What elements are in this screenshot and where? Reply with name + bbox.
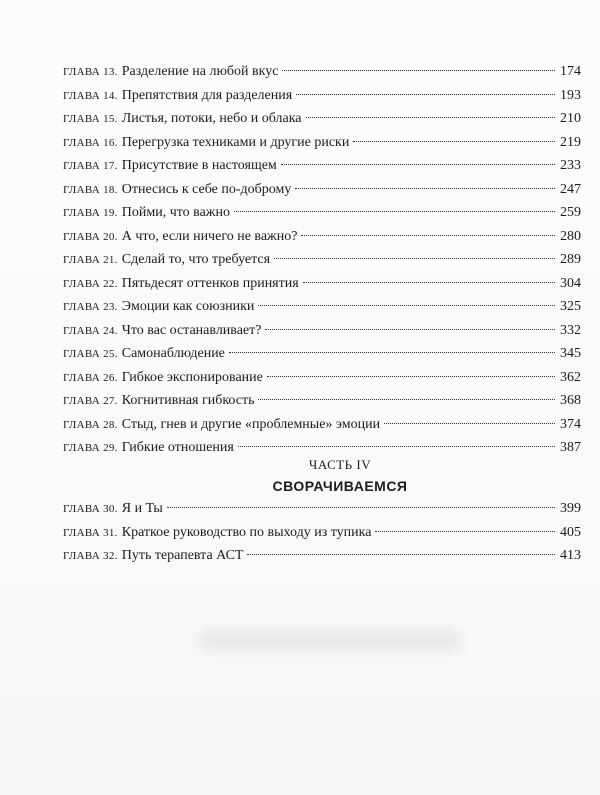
page-number: 374 [560, 416, 581, 432]
dot-leader [282, 70, 555, 71]
page-number: 304 [560, 275, 581, 291]
page-number: 259 [560, 205, 581, 220]
chapter-number: ГЛАВА 14. [63, 89, 118, 102]
page-number: 368 [560, 393, 581, 408]
toc-entry [63, 154, 581, 178]
dot-leader [296, 94, 555, 95]
toc-entry [63, 201, 581, 225]
dot-leader [267, 376, 555, 377]
chapter-number: ГЛАВА 13. [63, 66, 118, 78]
chapter-title: Самонаблюдение [121, 346, 225, 361]
toc-entry [63, 521, 581, 545]
chapter-number: ГЛАВА 20. [63, 230, 118, 243]
chapter-title: Когнитивная гибкость [121, 393, 255, 408]
toc-entry [63, 107, 581, 131]
toc-entry [63, 544, 581, 568]
toc-list-part-4 [63, 497, 581, 568]
dot-leader [301, 235, 555, 236]
chapter-title: А что, если ничего не важно? [121, 228, 298, 244]
dot-leader [281, 164, 555, 165]
chapter-title: Эмоции как союзники [121, 299, 255, 314]
page-number: 387 [560, 440, 581, 455]
toc-entry [63, 389, 581, 413]
chapter-title: Присутствие в настоящем [121, 158, 277, 173]
toc-entry [63, 178, 581, 202]
chapter-title: Что вас останавливает? [121, 322, 262, 338]
chapter-number: ГЛАВА 17. [63, 160, 118, 172]
dot-leader [274, 258, 555, 259]
chapter-title: Пятьдесят оттенков принятия [121, 275, 299, 291]
page-number: 325 [560, 299, 581, 314]
page-number: 174 [560, 64, 581, 79]
chapter-title: Отнесись к себе по-доброму [121, 181, 292, 197]
chapter-number: ГЛАВА 30. [63, 503, 118, 515]
dot-leader [167, 507, 555, 508]
chapter-number: ГЛАВА 22. [63, 277, 118, 290]
chapter-title: Гибкое экспонирование [121, 369, 263, 385]
toc-list-part-3 [63, 60, 581, 460]
chapter-title: Препятствия для разделения [121, 87, 293, 103]
toc-entry [63, 248, 581, 272]
chapter-number: ГЛАВА 29. [63, 442, 118, 454]
chapter-title: Разделение на любой вкус [121, 64, 279, 79]
toc-entry [63, 84, 581, 108]
toc-entry [63, 342, 581, 366]
dot-leader [229, 352, 555, 353]
chapter-number: ГЛАВА 24. [63, 324, 118, 337]
page-number: 193 [560, 87, 581, 103]
chapter-title: Листья, потоки, небо и облака [121, 111, 302, 126]
toc-entry [63, 366, 581, 390]
dot-leader [258, 399, 555, 400]
part-label: ЧАСТЬ IV [308, 457, 372, 472]
chapter-number: ГЛАВА 18. [63, 183, 118, 196]
toc-entry [63, 131, 581, 155]
chapter-number: ГЛАВА 25. [63, 348, 118, 360]
chapter-number: ГЛАВА 32. [63, 550, 118, 562]
toc-entry [63, 319, 581, 343]
part-title: СВОРАЧИВАЕМСЯ [272, 478, 408, 494]
page-number: 280 [560, 228, 581, 244]
page-number: 345 [560, 346, 581, 361]
toc-entry [63, 60, 581, 84]
dot-leader [295, 188, 555, 189]
chapter-number: ГЛАВА 19. [63, 207, 118, 219]
show-through-shadow [200, 630, 460, 650]
dot-leader [234, 211, 555, 212]
chapter-title: Пойми, что важно [121, 205, 230, 220]
chapter-title: Путь терапевта АСТ [121, 548, 244, 563]
dot-leader [306, 117, 555, 118]
dot-leader [238, 446, 555, 447]
toc-entry [63, 225, 581, 249]
dot-leader [258, 305, 555, 306]
chapter-title: Перегрузка техниками и другие риски [121, 134, 350, 150]
toc-entry [63, 436, 581, 460]
dot-leader [384, 423, 555, 424]
page-number: 219 [560, 134, 581, 150]
dot-leader [375, 531, 555, 532]
dot-leader [247, 554, 555, 555]
page-number: 247 [560, 181, 581, 197]
page-number: 233 [560, 158, 581, 173]
chapter-number: ГЛАВА 16. [63, 136, 118, 149]
page-number: 332 [560, 322, 581, 338]
toc-entry [63, 272, 581, 296]
page-number: 362 [560, 369, 581, 385]
chapter-number: ГЛАВА 15. [63, 113, 118, 125]
chapter-number: ГЛАВА 27. [63, 395, 118, 407]
chapter-title: Я и Ты [121, 501, 163, 516]
toc-entry [63, 413, 581, 437]
chapter-number: ГЛАВА 21. [63, 254, 118, 266]
chapter-title: Сделай то, что требуется [121, 252, 271, 267]
page-number: 399 [560, 501, 581, 516]
chapter-number: ГЛАВА 23. [63, 301, 118, 313]
chapter-number: ГЛАВА 28. [63, 418, 118, 431]
page-number: 405 [560, 524, 581, 540]
dot-leader [353, 141, 555, 142]
chapter-title: Краткое руководство по выходу из тупика [121, 524, 372, 540]
chapter-number: ГЛАВА 31. [63, 526, 118, 539]
toc-entry [63, 295, 581, 319]
toc-entry [63, 497, 581, 521]
chapter-title: Стыд, гнев и другие «проблемные» эмоции [121, 416, 381, 432]
page-number: 413 [560, 548, 581, 563]
page-number: 210 [560, 111, 581, 126]
dot-leader [303, 282, 555, 283]
chapter-number: ГЛАВА 26. [63, 371, 118, 384]
dot-leader [265, 329, 555, 330]
page-number: 289 [560, 252, 581, 267]
chapter-title: Гибкие отношения [121, 440, 234, 455]
